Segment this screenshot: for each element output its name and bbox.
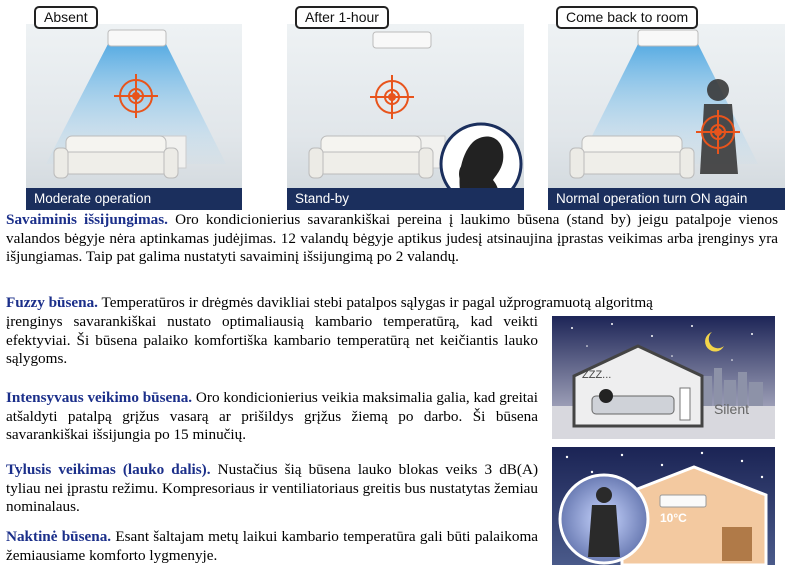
outdoor-unit — [680, 388, 690, 420]
heading-fuzzy: Fuzzy būsena. — [6, 294, 98, 311]
ac-indoor-unit — [638, 30, 698, 46]
heading-auto-off: Savaiminis išsijungimas. — [6, 211, 168, 228]
sofa — [309, 136, 433, 178]
paragraph-silent — [6, 461, 538, 517]
paragraph-auto-off — [6, 211, 778, 267]
sofa — [570, 136, 694, 178]
standby-scene — [287, 24, 524, 210]
paragraph-fuzzy-line1 — [6, 294, 780, 313]
panel-caption: Stand-by — [287, 188, 524, 210]
body-silent: Nustačius šią būsena lauko blokas veiks 3 dB(A) tyliau nei įprastu režimu. Kompresoriaus ir ventiliatoriaus greitis bus nustatytas žemiau nominalaus. — [6, 461, 539, 516]
body-intensive: Oro kondicionierius veikia maksimalia galia, kad greitai atšaldyti patalpą grįžus vasarą ar prišildys grįžus žiemą po darbo. Ši būsena savarankiškai išsijungia po 15 minučių. — [6, 389, 538, 444]
return-scene — [548, 24, 785, 210]
silent-mode-illustration — [552, 316, 775, 439]
body-auto-off: Oro kondicionierius savarankiškai pereina į laukimo būsena (stand by) jeigu patalpoje vienos valandos bėgyje nėra aptinkamas judėjimas. 12 valandų bėgyje aptikus judesį atsinaujina įprastas veikimas arba įrenginys yra išjungiamas. Taip pat galima nustatyti savaiminį išsijungimą po 2 valandų. — [6, 211, 778, 266]
temperature-label: 10°C — [660, 511, 687, 525]
panel-label: Come back to room — [556, 6, 698, 29]
body-fuzzy-rest: įrenginys savarankiškai nustato optimaliausią kambario temperatūrą, kad veikti efektyviai. Ši būsena palaiko komfortiška kambario temperatūrą net keičiantis lauko sąlygoms. — [6, 313, 538, 368]
snore-text: ZZZ... — [582, 369, 612, 381]
paragraph-intensive — [6, 389, 538, 445]
panel-come-back-to-room — [548, 0, 785, 210]
heading-intensive: Intensyvaus veikimo būsena. — [6, 389, 193, 406]
panel-label: After 1-hour — [295, 6, 389, 29]
sofa — [54, 136, 178, 178]
silent-label: Silent — [713, 401, 749, 417]
ac-indoor-unit — [373, 32, 431, 48]
absent-scene — [26, 24, 242, 210]
ac-indoor-unit — [660, 495, 706, 507]
panel-label: Absent — [34, 6, 98, 29]
body-night: Esant šaltajam metų laikui kambario temperatūra gali būti palaikoma žemiausiame komforto lygmenyje. — [6, 528, 538, 564]
panel-after-1-hour — [287, 0, 524, 210]
night-mode-illustration — [552, 447, 775, 565]
target-icon — [370, 75, 414, 119]
heading-silent: Tylusis veikimas (lauko dalis). — [6, 461, 211, 478]
body-fuzzy-line1: Temperatūros ir drėgmės davikliai stebi patalpos sąlygas ir pagal užprogramuotą algoritmą — [97, 294, 653, 311]
panel-absent — [26, 0, 242, 210]
bookshelf — [722, 527, 752, 561]
night-house-scene — [552, 316, 775, 439]
paragraph-night — [6, 528, 538, 565]
paragraph-fuzzy-rest — [6, 313, 538, 369]
ac-indoor-unit — [108, 30, 166, 46]
panel-caption: Moderate operation — [26, 188, 242, 210]
heading-night: Naktinė būsena. — [6, 528, 112, 545]
winter-night-scene — [552, 447, 775, 565]
panel-caption: Normal operation turn ON again — [548, 188, 785, 210]
